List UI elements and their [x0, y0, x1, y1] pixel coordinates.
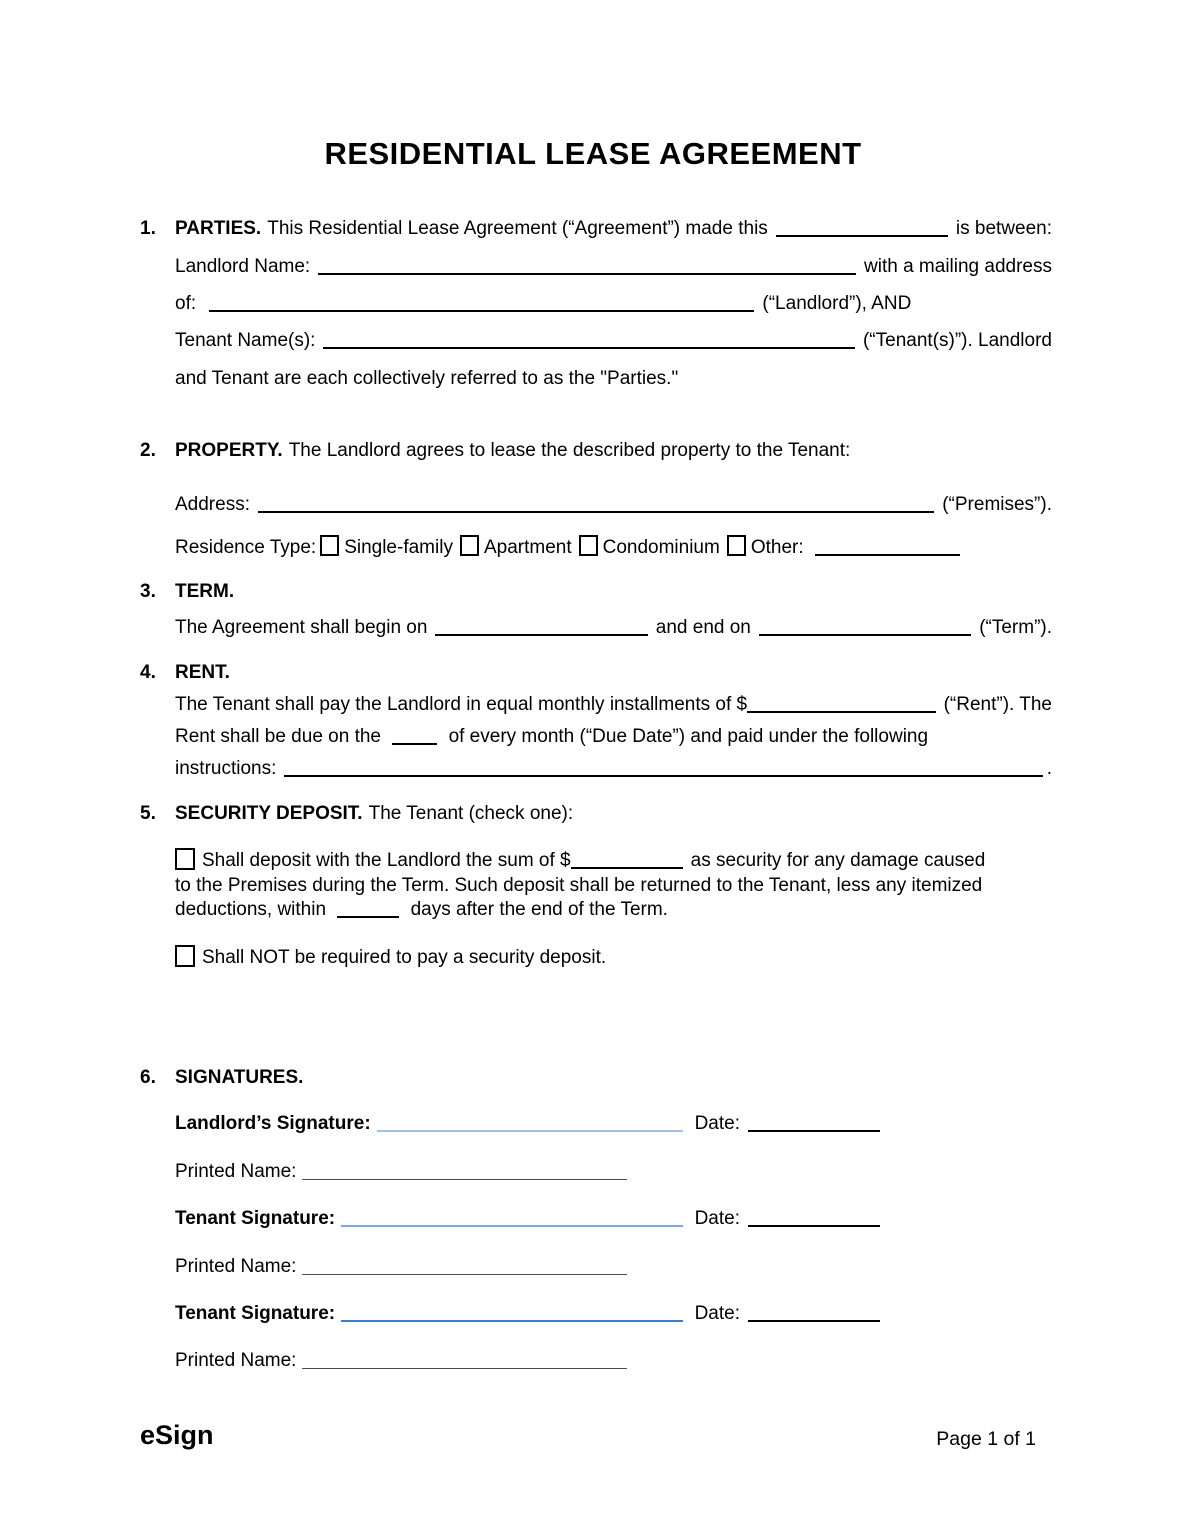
tenant-name-line [140, 330, 1052, 352]
landlord-name-label: Landlord Name: [175, 256, 311, 277]
rent-amount-blank[interactable] [747, 707, 935, 713]
property-heading: PROPERTY. [175, 440, 283, 461]
term-heading-line [140, 581, 1052, 603]
landlord-address-line [140, 293, 1087, 315]
tenant-signature-field-1[interactable] [341, 1221, 682, 1227]
instructions-tail: . [1046, 758, 1052, 779]
no-deposit-checkbox[interactable] [175, 945, 195, 967]
landlord-address-blank[interactable] [209, 306, 754, 312]
landlord-signature-label: Landlord’s Signature: [175, 1113, 371, 1134]
single-family-label: Single-family [344, 537, 453, 558]
instructions-blank[interactable] [284, 771, 1042, 777]
deposit-option-line-3 [140, 898, 1087, 923]
other-residence-blank[interactable] [815, 550, 960, 556]
landlord-name-blank[interactable] [318, 269, 856, 275]
deposit-text-1-tail: as security for any damage caused [690, 850, 986, 871]
printed-name-label: Printed Name: [175, 1161, 297, 1182]
security-heading: SECURITY DEPOSIT. [175, 803, 363, 824]
apartment-label: Apartment [483, 537, 572, 558]
section-number: 3. [140, 581, 156, 602]
deposit-option-line-1 [140, 849, 1087, 874]
deposit-text-1: Shall deposit with the Landlord the sum of $ [202, 850, 571, 871]
tenant-printed-name-field-2[interactable] [302, 1364, 627, 1369]
parties-intro-tail: is between: [955, 218, 1052, 239]
other-label: Other: [750, 537, 804, 558]
landlord-signature-row [140, 1113, 880, 1135]
tenant-signature-row-2 [140, 1303, 880, 1325]
of-label: of: [175, 293, 197, 314]
landlord-name-tail: with a mailing address [864, 256, 1052, 277]
term-start-date-blank[interactable] [435, 630, 647, 636]
signatures-heading: SIGNATURES. [175, 1067, 304, 1088]
rent-due-text: Rent shall be due on the [175, 726, 381, 747]
landlord-signature-field[interactable] [377, 1126, 683, 1132]
document-title: RESIDENTIAL LEASE AGREEMENT [324, 136, 862, 171]
tenant-printed-name-row-2 [140, 1350, 1087, 1372]
parties-closing-line [140, 368, 1087, 390]
section-number: 1. [140, 218, 156, 239]
tenant-signature-field-2[interactable] [341, 1316, 682, 1322]
term-tail-text: (“Term”). [979, 617, 1053, 638]
section-number: 2. [140, 440, 156, 461]
landlord-date-field[interactable] [748, 1126, 880, 1132]
agreement-date-blank[interactable] [776, 231, 948, 237]
tenant-date-field-2[interactable] [748, 1316, 880, 1322]
single-family-checkbox[interactable] [320, 535, 339, 556]
tenant-name-label: Tenant Name(s): [175, 330, 316, 351]
term-start-text: The Agreement shall begin on [175, 617, 428, 638]
deposit-text-3-tail: days after the end of the Term. [410, 899, 668, 920]
landlord-printed-name-row [140, 1161, 1087, 1183]
date-label: Date: [694, 1113, 740, 1134]
tenant-date-field-1[interactable] [748, 1221, 880, 1227]
tenant-name-blank[interactable] [323, 343, 855, 349]
deposit-days-blank[interactable] [337, 912, 399, 918]
tenant-signature-label: Tenant Signature: [175, 1208, 336, 1229]
section-number: 5. [140, 803, 156, 824]
parties-intro-text: This Residential Lease Agreement (“Agreement”) made this [267, 218, 768, 239]
rent-amount-tail: (“Rent”). The [943, 694, 1052, 715]
property-intro-text: The Landlord agrees to lease the described property to the Tenant: [288, 440, 851, 461]
due-day-blank[interactable] [392, 739, 437, 745]
date-label: Date: [694, 1303, 740, 1324]
condominium-label: Condominium [602, 537, 720, 558]
address-label: Address: [175, 494, 250, 515]
esign-logo: eSign [140, 1420, 214, 1450]
of-tail: (“Landlord”), AND [762, 293, 912, 314]
security-heading-line [140, 803, 1052, 825]
no-deposit-text: Shall NOT be required to pay a security deposit. [202, 947, 607, 969]
residence-type-line [140, 537, 1087, 559]
apartment-checkbox[interactable] [460, 535, 479, 556]
parties-closing-text: and Tenant are each collectively referred to as the "Parties." [175, 368, 679, 389]
rent-amount-text: The Tenant shall pay the Landlord in equal monthly installments of $ [175, 694, 748, 715]
page-number: Page 1 of 1 [936, 1428, 1036, 1450]
rent-due-line [140, 726, 1087, 748]
tenant-signature-row-1 [140, 1208, 880, 1230]
tenant-signature-label: Tenant Signature: [175, 1303, 336, 1324]
address-line [140, 494, 1052, 516]
term-heading: TERM. [175, 581, 235, 602]
other-checkbox[interactable] [727, 535, 746, 556]
term-dates-line [140, 617, 1052, 639]
condominium-checkbox[interactable] [579, 535, 598, 556]
rent-instructions-line [140, 758, 1052, 780]
tenant-name-tail: (“Tenant(s)”). Landlord [862, 330, 1052, 351]
instructions-label: instructions: [175, 758, 277, 779]
term-end-date-blank[interactable] [759, 630, 971, 636]
deposit-amount-blank[interactable] [571, 863, 683, 869]
deposit-text-3: deductions, within [175, 899, 327, 920]
landlord-name-line [140, 256, 1052, 278]
signatures-heading-line [140, 1067, 1052, 1089]
rent-heading: RENT. [175, 662, 230, 683]
landlord-printed-name-field[interactable] [302, 1175, 627, 1180]
property-heading-line [140, 440, 1052, 462]
rent-heading-line [140, 662, 1052, 684]
deposit-required-checkbox[interactable] [175, 848, 195, 870]
tenant-printed-name-row-1 [140, 1256, 1087, 1278]
printed-name-label: Printed Name: [175, 1350, 297, 1371]
security-intro-text: The Tenant (check one): [368, 803, 574, 824]
parties-heading: PARTIES. [175, 218, 262, 239]
residence-type-label: Residence Type: [175, 537, 317, 558]
parties-heading-line [140, 218, 1052, 240]
section-number: 6. [140, 1067, 156, 1088]
no-deposit-option-line [140, 947, 1087, 969]
date-label: Date: [694, 1208, 740, 1229]
deposit-option-line-2 [140, 874, 1087, 899]
term-mid-text: and end on [655, 617, 751, 638]
rent-amount-line [140, 694, 1052, 716]
address-blank[interactable] [258, 507, 934, 513]
tenant-printed-name-field-1[interactable] [302, 1270, 627, 1275]
printed-name-label: Printed Name: [175, 1256, 297, 1277]
deposit-text-2: to the Premises during the Term. Such deposit shall be returned to the Tenant, less any itemized [175, 875, 983, 896]
address-tail: (“Premises”). [942, 494, 1052, 515]
section-number: 4. [140, 662, 156, 683]
rent-due-tail: of every month (“Due Date”) and paid under the following [448, 726, 929, 747]
